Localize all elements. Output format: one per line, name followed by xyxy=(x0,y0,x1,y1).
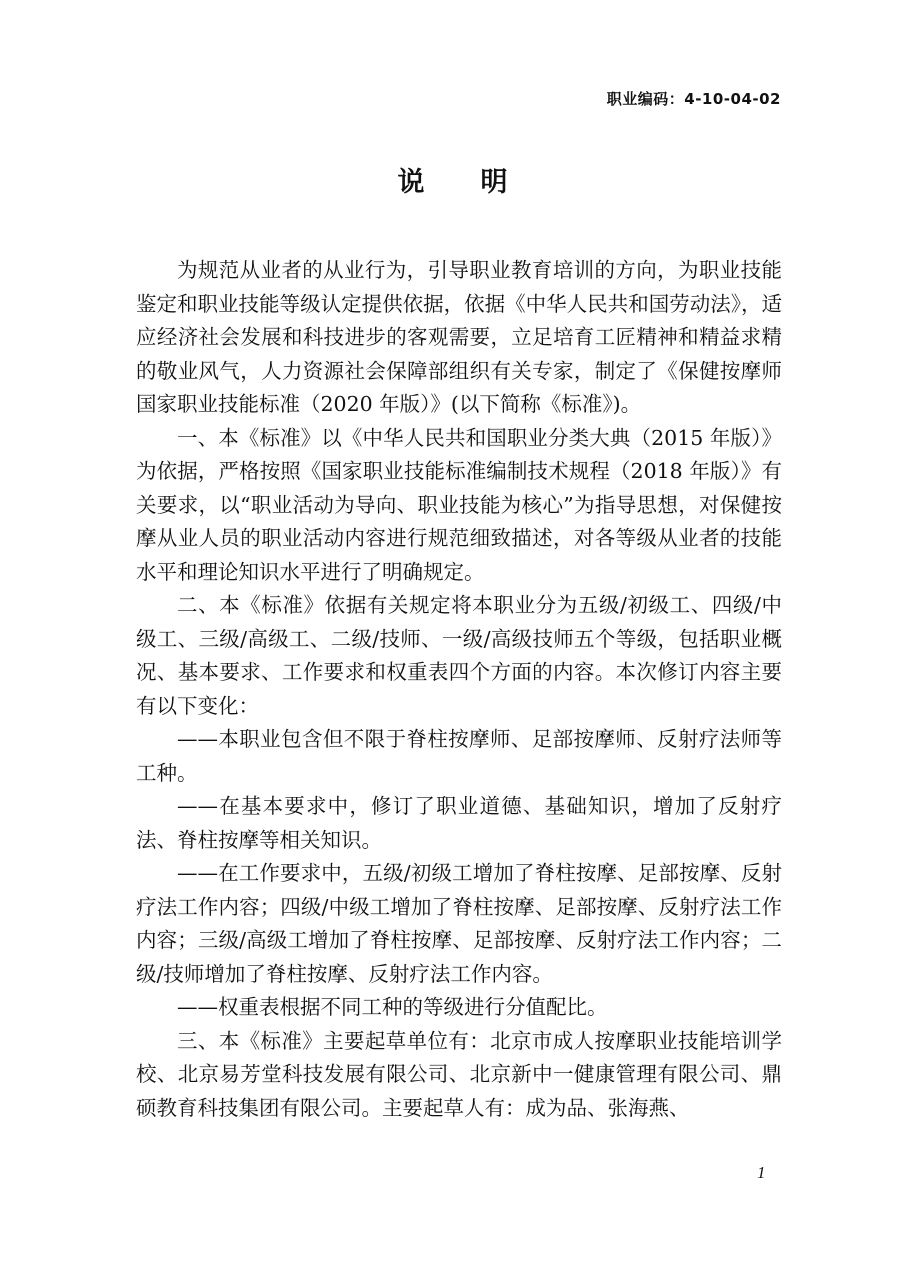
paragraph-change-item: ——在工作要求中，五级/初级工增加了脊柱按摩、足部按摩、反射疗法工作内容；四级/中级工增加了脊柱按摩、足部按摩、反射疗法工作内容；三级/高级工增加了脊柱按摩、足部按摩、反射疗法工作内容；二级/技师增加了脊柱按摩、反射疗法工作内容。 xyxy=(136,861,782,986)
occupation-code: 职业编码：4-10-04-02 xyxy=(606,90,781,108)
paragraph-section-one: 一、本《标准》以《中华人民共和国职业分类大典（2015 年版）》为依据，严格按照《国家职业技能标准编制技术规程（2018 年版）》有关要求，以“职业活动为导向、职业技能为核心”为指导思想，对保健按摩从业人员的职业活动内容进行规范细致描述，对各等级从业者的技能水平和理论知识水平进行了明确规定。 xyxy=(136,425,782,584)
paragraph-change-item: ——在基本要求中，修订了职业道德、基础知识，增加了反射疗法、脊柱按摩等相关知识。 xyxy=(136,794,782,852)
paragraph-change-item: ——权重表根据不同工种的等级进行分值配比。 xyxy=(177,995,608,1019)
paragraph-section-three: 三、本《标准》主要起草单位有：北京市成人按摩职业技能培训学校、北京易芳堂科技发展有限公司、北京新中一健康管理有限公司、鼎硕教育科技集团有限公司。主要起草人有：成为品、张海燕、 xyxy=(136,1028,782,1120)
paragraph-intro: 为规范从业者的从业行为，引导职业教育培训的方向，为职业技能鉴定和职业技能等级认定提供依据，依据《中华人民共和国劳动法》，适应经济社会发展和科技进步的客观需要，立足培育工匠精神和精益求精的敬业风气，人力资源社会保障部组织有关专家，制定了《保健按摩师国家职业技能标准（2020 年版）》(以下简称《标准》)。 xyxy=(136,258,782,416)
body-text xyxy=(136,254,782,1125)
page-number: 1 xyxy=(757,1163,766,1182)
paragraph-change-item: ——本职业包含但不限于脊柱按摩师、足部按摩师、反射疗法师等工种。 xyxy=(136,727,782,785)
paragraph-section-two: 二、本《标准》依据有关规定将本职业分为五级/初级工、四级/中级工、三级/高级工、二级/技师、一级/高级技师五个等级，包括职业概况、基本要求、工作要求和权重表四个方面的内容。本次修订内容主要有以下变化： xyxy=(136,593,782,718)
page-title: 说明 xyxy=(397,167,564,198)
